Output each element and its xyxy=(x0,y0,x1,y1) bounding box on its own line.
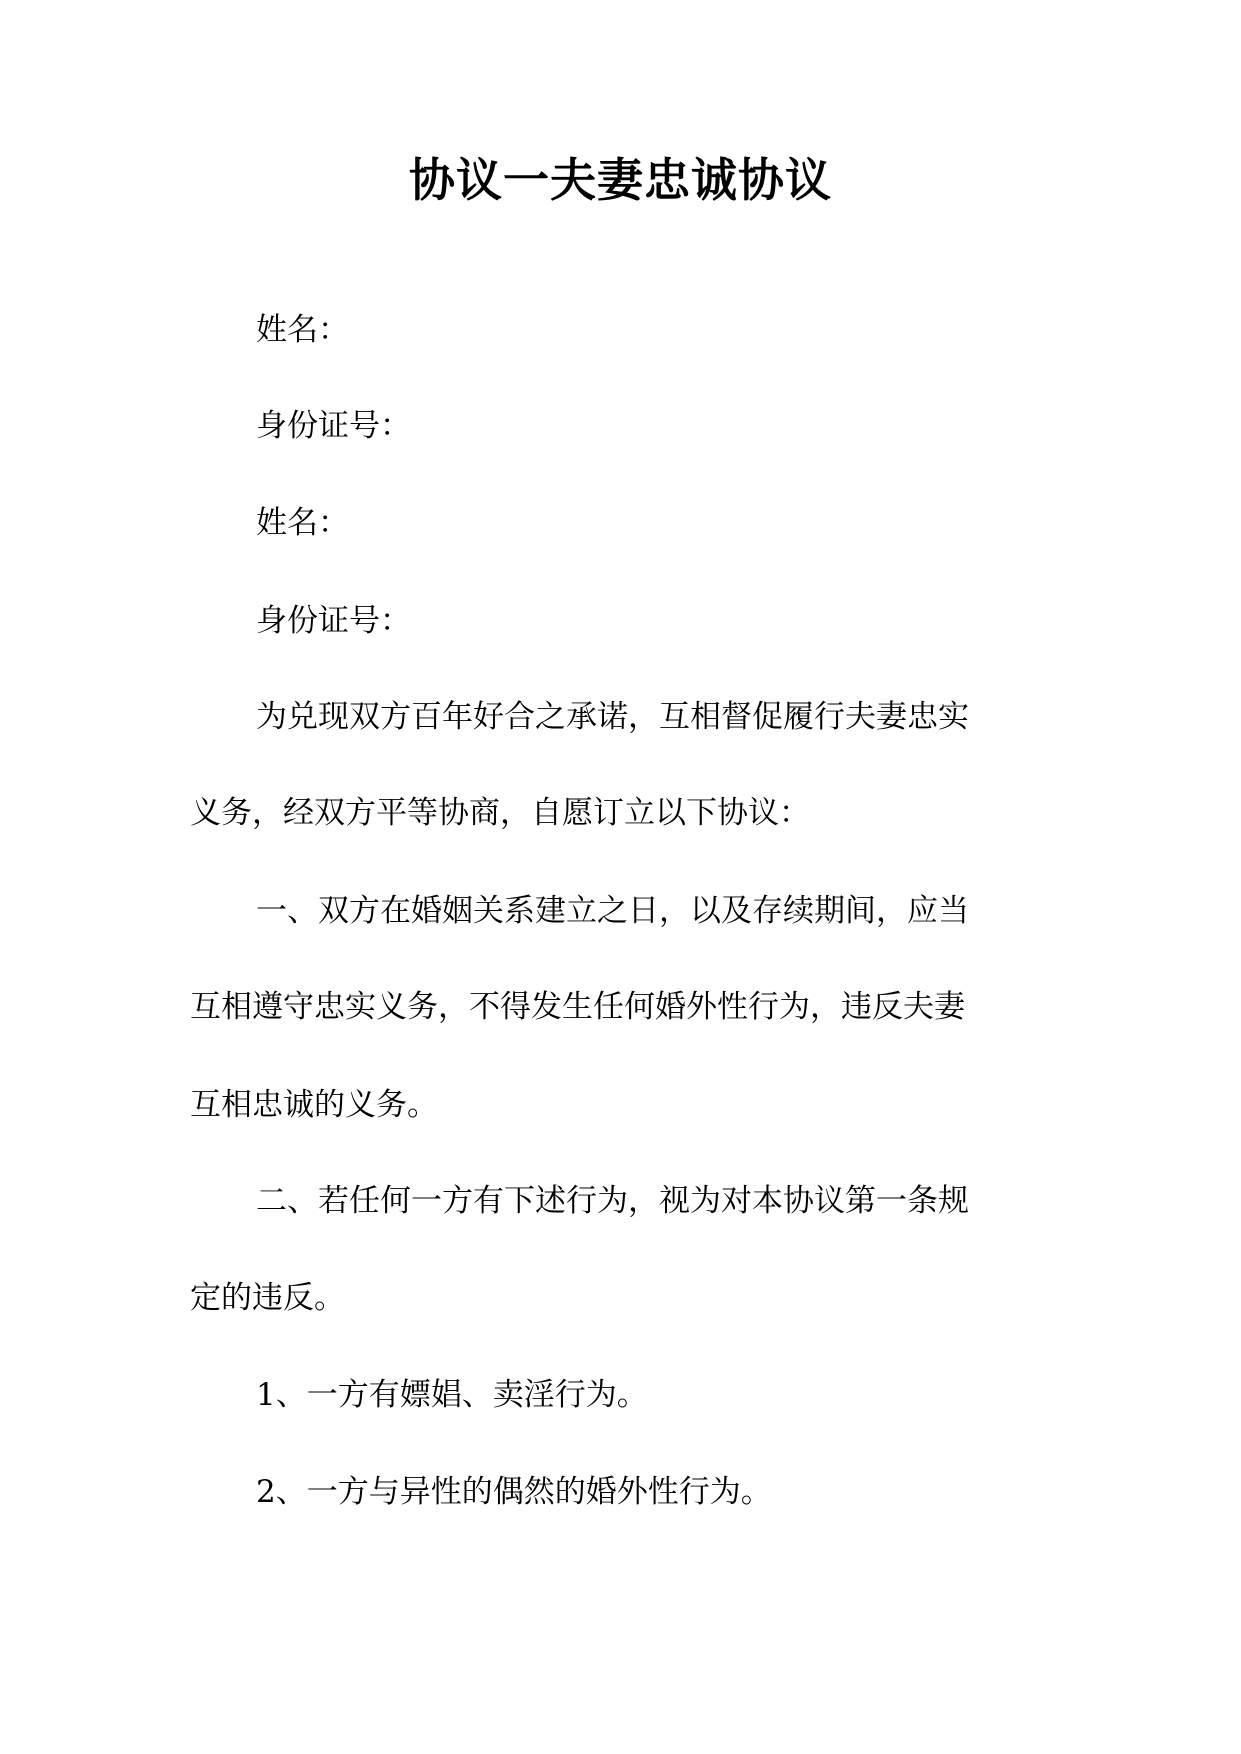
preamble-line-2: 义务，经双方平等协商，自愿订立以下协议： xyxy=(190,795,810,831)
name-field-2: 姓名： xyxy=(256,505,349,541)
clause-2-line-2: 定的违反。 xyxy=(190,1280,345,1316)
clause-2-item-2: 2、一方与异性的偶然的婚外性行为。 xyxy=(256,1474,772,1510)
document-title: 协议一夫妻忠诚协议 xyxy=(409,153,832,207)
id-number-field-2: 身份证号： xyxy=(256,603,411,639)
clause-2-item-1: 1、一方有嫖娼、卖淫行为。 xyxy=(256,1377,648,1413)
clause-1-line-2: 互相遵守忠实义务，不得发生任何婚外性行为，违反夫妻 xyxy=(190,989,965,1025)
clause-1-line-3: 互相忠诚的义务。 xyxy=(190,1087,438,1123)
clause-1-line-1: 一、双方在婚姻关系建立之日，以及存续期间，应当 xyxy=(256,893,969,929)
id-number-field-1: 身份证号： xyxy=(256,408,411,444)
name-field-1: 姓名： xyxy=(256,312,349,348)
clause-2-line-1: 二、若任何一方有下述行为，视为对本协议第一条规 xyxy=(256,1183,969,1219)
preamble-line-1: 为兑现双方百年好合之承诺，互相督促履行夫妻忠实 xyxy=(256,699,969,735)
